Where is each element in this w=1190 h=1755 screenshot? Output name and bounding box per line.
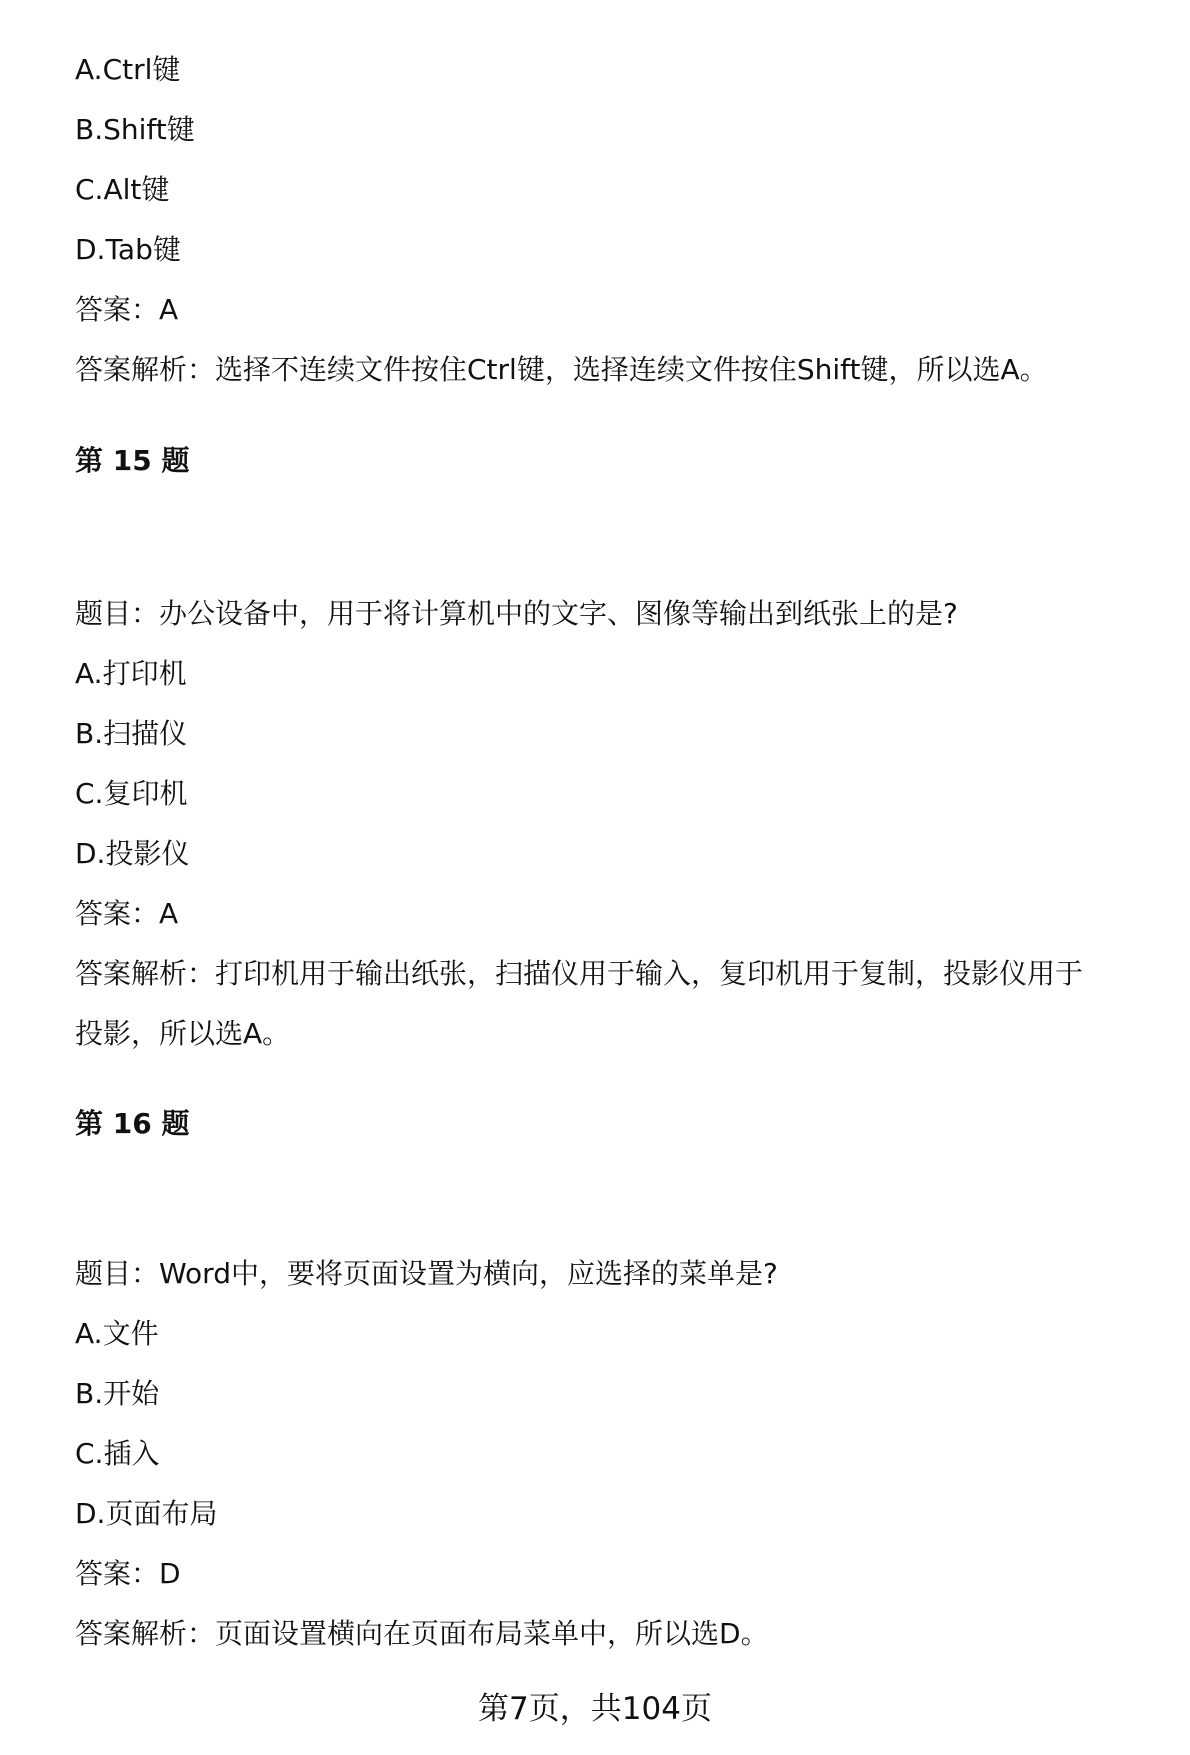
q15-heading: 第 15 题 [75, 444, 190, 477]
q16-heading: 第 16 题 [75, 1107, 190, 1140]
q15-explanation-line2: 投影，所以选A。 [75, 1017, 291, 1050]
q15-option-a: A.打印机 [75, 657, 187, 690]
q14-option-b: B.Shift键 [75, 113, 195, 146]
page-number-footer: 第7页，共104页 [478, 1691, 712, 1727]
q15-explanation-line1: 答案解析：打印机用于输出纸张，扫描仪用于输入，复印机用于复制，投影仪用于 [75, 957, 1084, 990]
q15-option-d: D.投影仪 [75, 837, 190, 870]
q15-option-b: B.扫描仪 [75, 717, 188, 750]
q16-option-b: B.开始 [75, 1377, 160, 1410]
q14-option-d: D.Tab键 [75, 233, 181, 266]
q14-option-a: A.Ctrl键 [75, 53, 181, 86]
q16-answer: 答案：D [75, 1557, 181, 1590]
q15-option-c: C.复印机 [75, 777, 188, 810]
q16-option-c: C.插入 [75, 1437, 160, 1470]
q16-question: 题目：Word中，要将页面设置为横向，应选择的菜单是? [75, 1257, 778, 1290]
q16-option-d: D.页面布局 [75, 1497, 218, 1530]
q16-option-a: A.文件 [75, 1317, 159, 1350]
q15-question: 题目：办公设备中，用于将计算机中的文字、图像等输出到纸张上的是? [75, 597, 958, 630]
q16-explanation: 答案解析：页面设置横向在页面布局菜单中，所以选D。 [75, 1617, 769, 1650]
q14-option-c: C.Alt键 [75, 173, 170, 206]
q14-explanation: 答案解析：选择不连续文件按住Ctrl键，选择连续文件按住Shift键，所以选A。 [75, 353, 1048, 386]
q14-answer: 答案：A [75, 293, 179, 326]
q15-answer: 答案：A [75, 897, 179, 930]
